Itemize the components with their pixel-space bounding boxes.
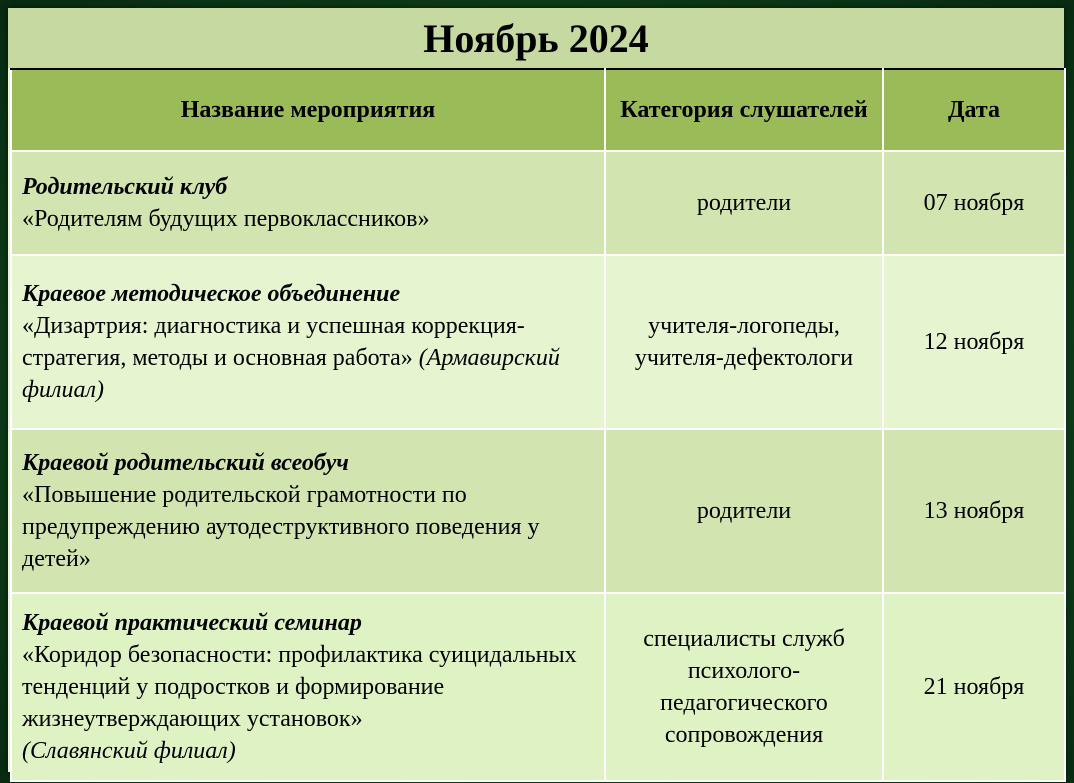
table-row bbox=[11, 593, 1065, 781]
event-type: Краевой родительский всеобуч bbox=[22, 450, 349, 476]
category-cell: учителя-логопеды, учителя-дефектологи bbox=[605, 255, 883, 429]
table-header-row bbox=[11, 69, 1065, 151]
date-cell: 07 ноября bbox=[883, 151, 1065, 255]
event-type: Краевое методическое объединение bbox=[22, 281, 401, 307]
date-cell: 21 ноября bbox=[883, 593, 1065, 781]
schedule-frame bbox=[8, 8, 1064, 772]
event-description: «Родителям будущих первоклассников» bbox=[22, 206, 430, 232]
category-cell: родители bbox=[605, 151, 883, 255]
event-name-cell bbox=[11, 151, 605, 255]
header-date: Дата bbox=[883, 69, 1065, 151]
event-name-cell bbox=[11, 429, 605, 593]
table-row bbox=[11, 429, 1065, 593]
event-description: «Повышение родительской грамотности по предупреждению аутодеструктивного поведения у детей» bbox=[22, 482, 540, 572]
event-branch: (Славянский филиал) bbox=[22, 738, 236, 764]
event-description: «Коридор безопасности: профилактика суицидальных тенденций у подростков и формирование жизнеутверждающих установок» bbox=[22, 642, 577, 732]
category-cell: родители bbox=[605, 429, 883, 593]
event-name-cell bbox=[11, 593, 605, 781]
date-cell: 13 ноября bbox=[883, 429, 1065, 593]
event-description: «Дизартрия: диагностика и успешная коррекция- стратегия, методы и основная работа» bbox=[22, 313, 525, 371]
table-row bbox=[11, 255, 1065, 429]
events-table bbox=[10, 68, 1066, 782]
header-category: Категория слушателей bbox=[605, 69, 883, 151]
page-title: Ноябрь 2024 bbox=[8, 8, 1064, 68]
event-type: Родительский клуб bbox=[22, 174, 228, 200]
event-name-cell bbox=[11, 255, 605, 429]
date-cell: 12 ноября bbox=[883, 255, 1065, 429]
header-event-name: Название мероприятия bbox=[11, 69, 605, 151]
category-cell: специалисты служб психолого-педагогического сопровождения bbox=[605, 593, 883, 781]
event-type: Краевой практический семинар bbox=[22, 610, 362, 636]
table-row bbox=[11, 151, 1065, 255]
event-branch: (Армавирский филиал) bbox=[22, 345, 560, 403]
